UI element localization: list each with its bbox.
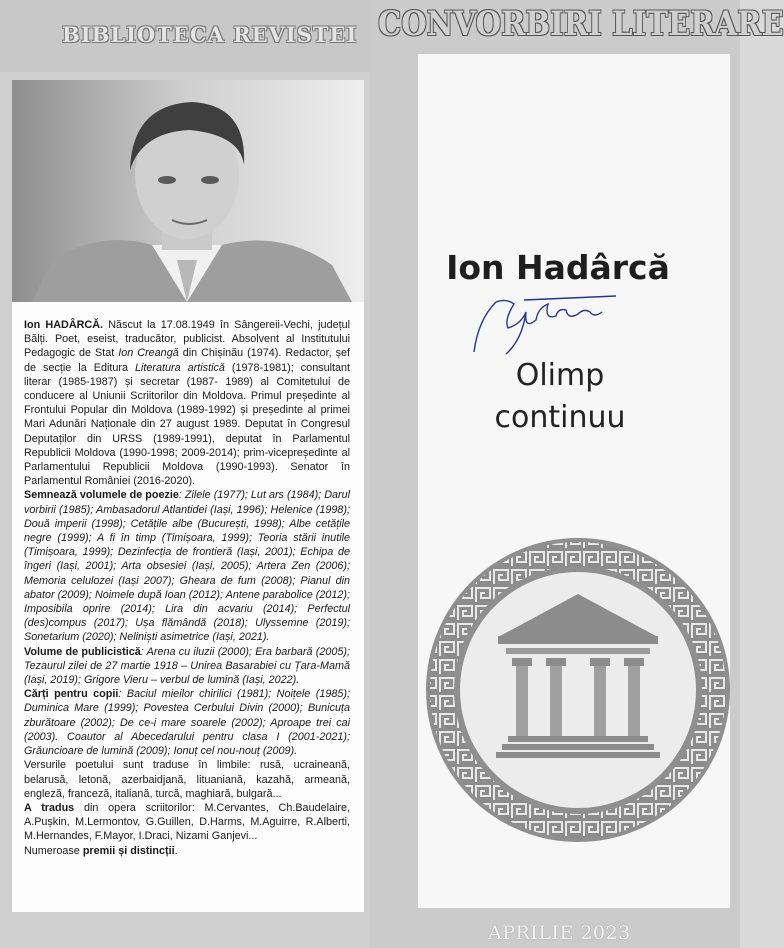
bio-children-label: Cărți pentru copii: [24, 688, 119, 701]
magazine-title: CONVORBIRI LITERARE: [378, 4, 784, 44]
bio-paragraph-translated: Versurile poetului sunt traduse în limbile: rusă, ucraineană, belarusă, letonă, azerbaidjană, lituaniană, kazahă, armeană, engleză, franceză, italiană, turcă, maghiară, bulgară...: [24, 759, 350, 800]
bio-paragraph-poetry: [24, 488, 350, 644]
bio-intro: Născut la 17.08.1949 în Sângereii-Vechi, județul Bălți. Poet, eseist, traducător, publicist. Absolvent al Institutului Pedagogic de Stat: [24, 319, 350, 360]
temple-emblem: [420, 532, 736, 852]
bio-paragraph-children: [24, 687, 350, 758]
bio-publicistic-list: : Arena cu iluzii (2000); Era barbară (2005); Tezaurul zilei de 27 martie 1918 – Unirea Basarabiei cu Țara-Mamă (Iași, 2019); Grigore Vieru – verbul de lumină (Iași, 2022).: [24, 645, 350, 687]
bio-career: (1978-1981); consultant literar (1985-1987) și secretar (1987- 1989) al Comitetului de conducere al Uniunii Scriitorilor din Moldova. Primul președinte al Frontului Popular din Moldova (1989-1992) și președinte al primei Mari Adunări Naționale din 27 august 1989. Deputat în Congresul Deputaților din URSS (1989-1991), deputat în Parlamentul Republicii Moldova (1990-1998; 2009-2014); prim-vicepreședinte al Parlamentului Republicii Moldova (1990-1993). Senator în Parlamentul României (2016-2020).: [24, 361, 351, 488]
bio-paragraph-translator: [24, 801, 350, 844]
bio-awards-label: premii și distincții: [82, 844, 175, 857]
issue-date: APRILIE 2023: [488, 922, 631, 944]
bio-poetry-list: : Zilele (1977); Lut ars (1984); Darul vorbirii (1985); Ambasadorul Atlantidei (Iași, 1996); Helenice (1998); Două imperii (1998); Cetățile albe (București, 1998); Albe cetățile negre (1999); A fi în timp (Timișoara, 1999); Teoria stării inutile (Timișoara, 1999); Dezinfecția de frontieră (Iași, 2001); Echipa de îngeri (Iași, 2001); Arta obsesiei (Iași, 2005); Artera Zen (2006); Memoria celulozei (Iași 2007); Gheara de fum (2008); Pianul din abator (2009); Noimele după Ioan (2012); Antene parabolice (2012); Imposibila oprire (2014); Lira din acvariu (2014); Perfectul (des)compus (2017); Ușa flămândă (2018); Ulyssemne (2019); Sonetarium (2020); Neliniști asimetrice (Iași, 2021).: [24, 489, 350, 644]
bio-translator-list: din opera scriitorilor: M.Cervantes, Ch.Baudelaire, A.Pușkin, M.Lermontov, G.Guillen, D.Harms, M.Aguirre, R.Alberti, M.Hernandes, F.Mayor, I.Draci, Nizami Ganjevi...: [24, 801, 350, 843]
book-title: [440, 355, 680, 439]
author-signature: [466, 290, 646, 364]
bio-publicistic-label: Volume de publicistică: [24, 645, 141, 658]
book-title-line1: Olimp: [515, 358, 605, 393]
bio-poetry-label: Semnează volumele de poezie: [24, 489, 179, 502]
bio-paragraph-awards: [24, 844, 350, 858]
left-header-title: BIBLIOTECA REVISTEI: [62, 22, 358, 47]
bio-author-name: Ion HADÂRCĂ.: [24, 319, 104, 331]
bio-translator-label: A tradus: [24, 801, 75, 814]
cover-author-name: Ion Hadârcă: [446, 248, 670, 287]
author-photo: [12, 80, 364, 302]
book-title-line2: continuu: [494, 400, 626, 435]
bio-editura: Literatura artistică: [135, 361, 225, 374]
bio-paragraph-intro: [24, 318, 350, 488]
biography-text: [24, 318, 350, 858]
bio-awards-pre: Numeroase: [24, 844, 83, 857]
bio-institute: Ion Creangă: [118, 347, 179, 360]
bio-children-list: : Baciul mieilor chirilici (1981); Noițele (1985); Duminica Mare (1999); Povestea Cerbului Divin (2000); Bunicuța zburătoare (2002); De ce-i mare soarele (2002); Aproape trei cai (2003). Coautor al Abecedarului pentru clasa I (2001-2021); Grăuncioare de lumină (2009); Ionuț cel nou-nouț (2009).: [24, 688, 350, 758]
bio-intro2: din Chișinău (1974). Redactor, șef de secție la Editura: [24, 347, 350, 374]
bio-paragraph-publicistic: [24, 645, 350, 688]
bio-awards-post: .: [174, 844, 178, 857]
